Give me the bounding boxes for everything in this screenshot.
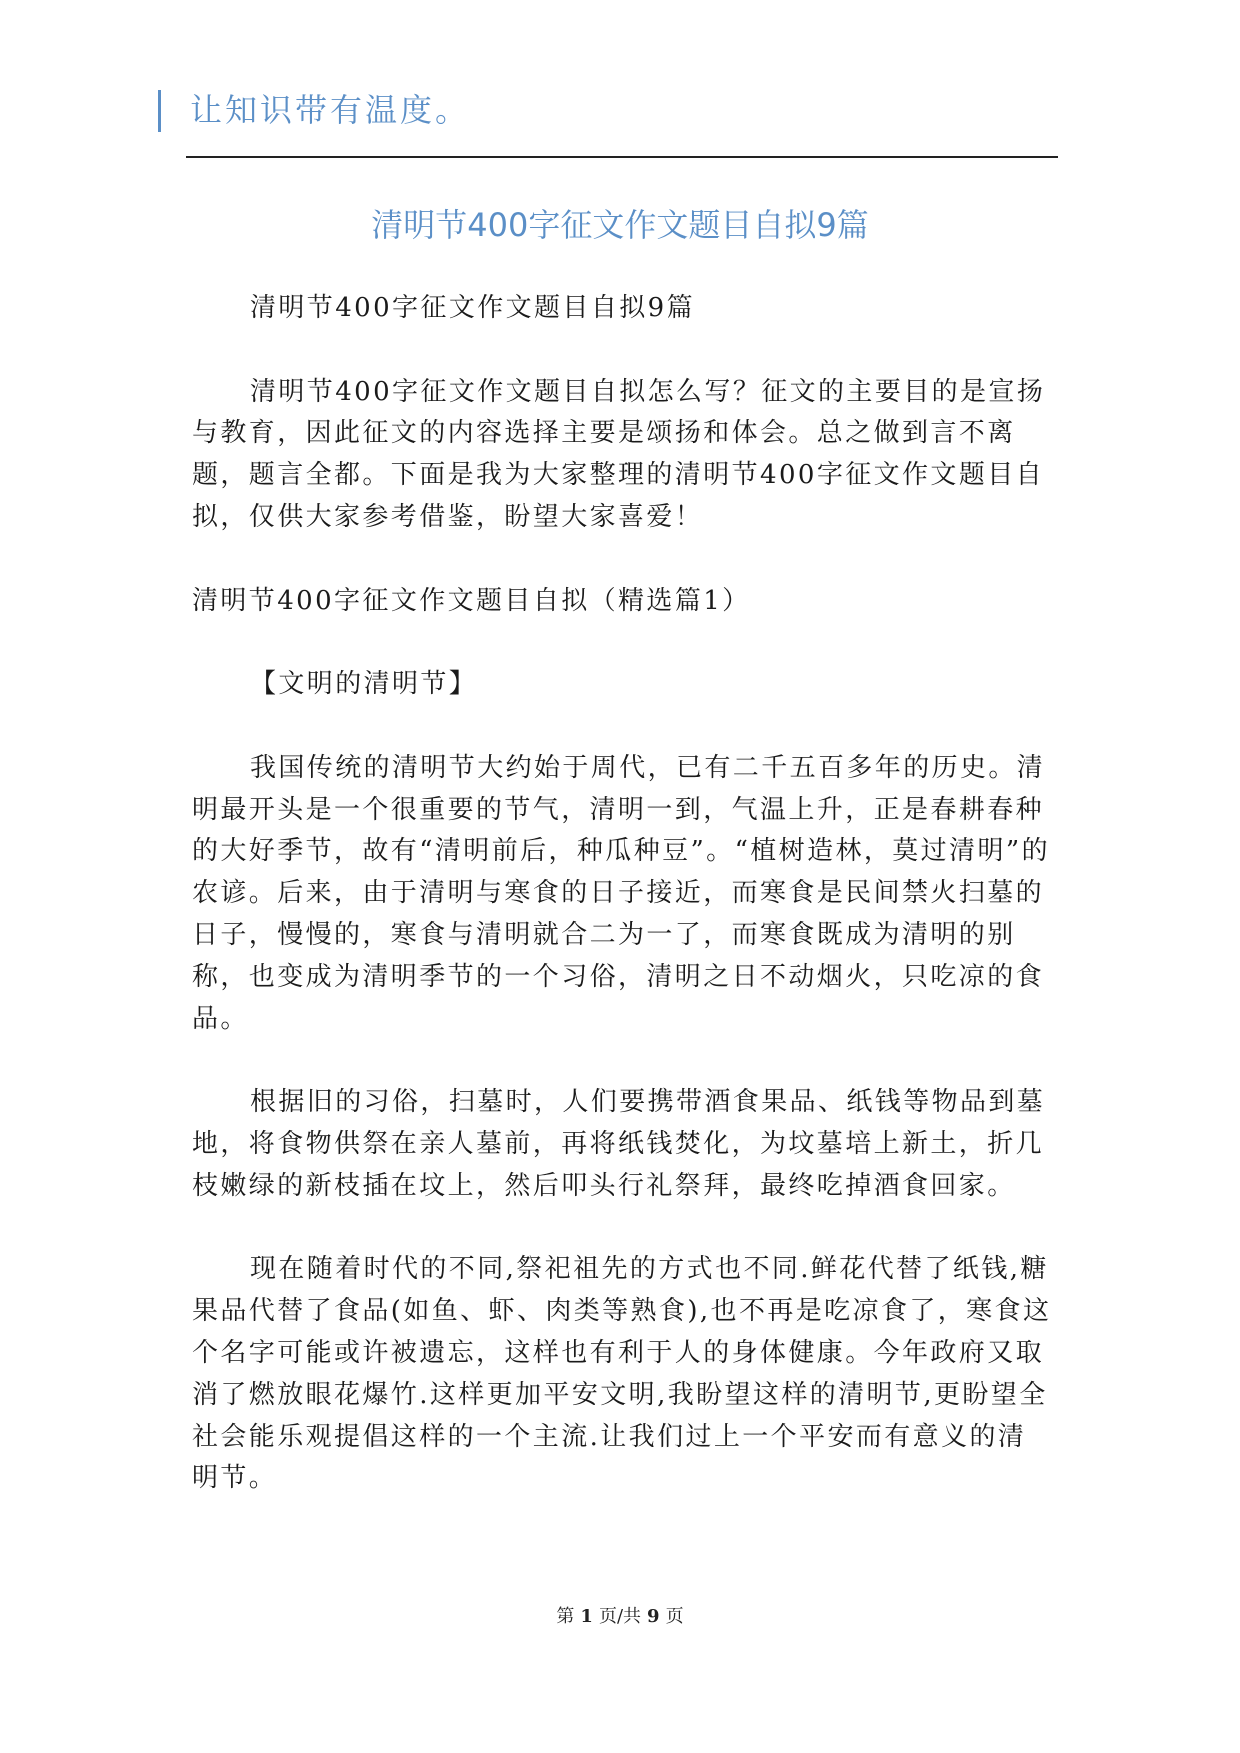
subtitle-paragraph: 清明节400字征文作文题目自拟9篇 <box>250 293 695 323</box>
body-paragraph: 根据旧的习俗，扫墓时，人们要携带酒食果品、纸钱等物品到墓地，将食物供祭在亲人墓前，再将纸钱焚化，为坟墓培上新土，折几枝嫩绿的新枝插在坟上，然后叩头行礼祭拜，最终吃掉酒食回家。 <box>192 1087 1046 1201</box>
footer-suffix: 页 <box>665 1606 684 1627</box>
body-paragraph: 现在随着时代的不同,祭祀祖先的方式也不同.鲜花代替了纸钱,糖果品代替了食品(如鱼、虾、肉类等熟食),也不再是吃凉食了，寒食这个名字可能或许被遗忘，这样也有利于人的身体健康。今年政府又取消了燃放眼花爆竹.这样更加平安文明,我盼望这样的清明节,更盼望全社会能乐观提倡这样的一个主流.让我们过上一个平安而有意义的清明节。 <box>192 1254 1052 1494</box>
header-divider <box>186 156 1058 158</box>
footer-current-page: 1 <box>580 1606 593 1627</box>
footer-total-pages: 9 <box>647 1606 660 1627</box>
header-slogan: 让知识带有温度。 <box>190 91 471 129</box>
footer-prefix: 第 <box>556 1606 575 1627</box>
body-paragraph: 我国传统的清明节大约始于周代，已有二千五百多年的历史。清明最开头是一个很重要的节气，清明一到，气温上升，正是春耕春种的大好季节，故有“清明前后，种瓜种豆”。“植树造林，莫过清明”的农谚。后来，由于清明与寒食的日子接近，而寒食是民间禁火扫墓的日子，慢慢的，寒食与清明就合二为一了，而寒食既成为清明的别称，也变成为清明季节的一个习俗，清明之日不动烟火，只吃凉的食品。 <box>192 752 1050 1034</box>
header-accent-bar <box>158 90 161 132</box>
document-body <box>192 288 1054 1500</box>
page-footer <box>0 1602 1240 1628</box>
essay-title: 【文明的清明节】 <box>250 669 478 700</box>
intro-paragraph: 清明节400字征文作文题目自拟怎么写？征文的主要目的是宣扬与教育，因此征文的内容选择主要是颂扬和体会。总之做到言不离题，题言全都。下面是我为大家整理的清明节400字征文作文题目自拟，仅供大家参考借鉴，盼望大家喜爱！ <box>192 376 1046 532</box>
section-heading: 清明节400字征文作文题目自拟（精选篇1） <box>192 585 751 616</box>
footer-middle: 页/共 <box>598 1606 642 1627</box>
document-title: 清明节400字征文作文题目自拟9篇 <box>371 206 869 244</box>
